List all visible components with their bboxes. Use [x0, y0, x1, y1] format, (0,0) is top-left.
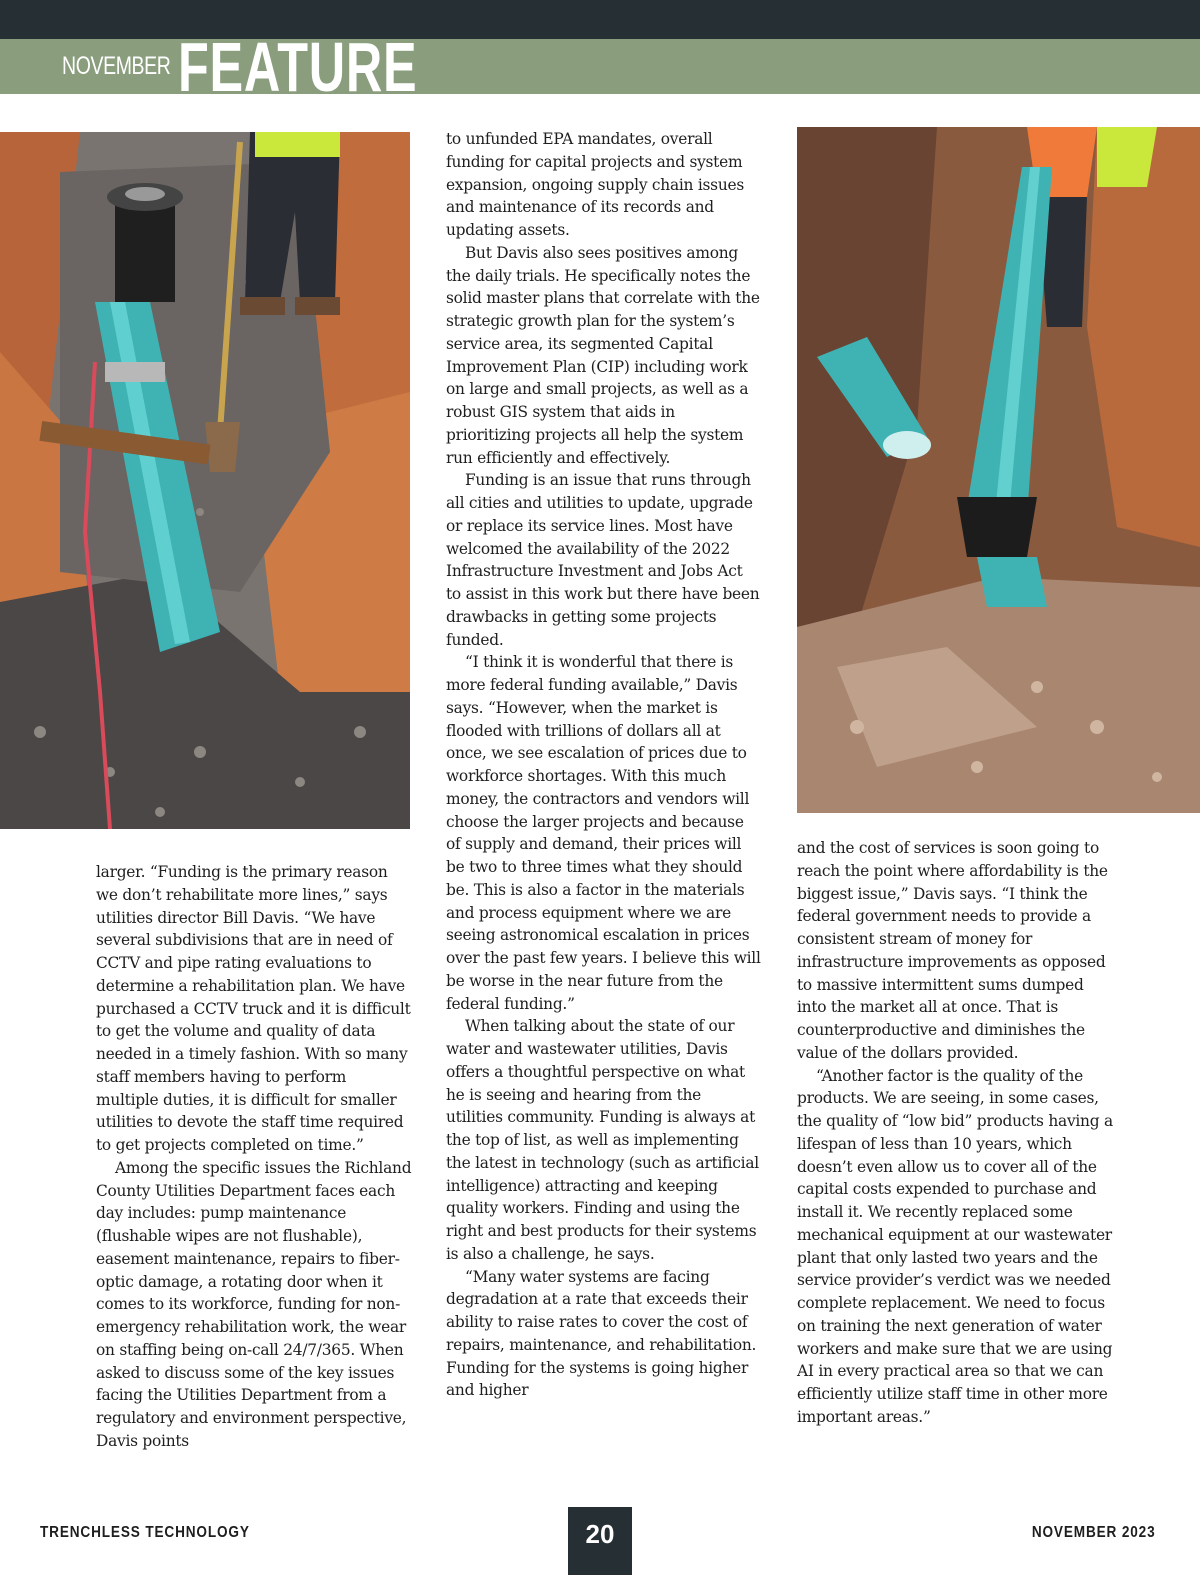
section-title: FEATURE	[178, 28, 418, 106]
article-paragraph: When talking about the state of our water and wastewater utilities, Davis offers a thoughtful perspective on what he is seeing and hearing from the utilities community. Funding is always at the top of list, as well as implementing the latest in technology (such as artificial intelligence) attracting and keeping quality workers. Finding and using the right and best products for their systems is also a challenge, he says.	[446, 1017, 759, 1263]
article-column-2	[446, 128, 762, 1402]
article-column-1	[96, 861, 412, 1453]
article-column-3	[797, 837, 1113, 1429]
article-paragraph: But Davis also sees positives among the daily trials. He specifically notes the solid master plans that correlate with the strategic growth plan for the system’s service area, its segmented Capital Improvement Plan (CIP) including work on large and small projects, as well as a robust GIS system that aids in prioritizing projects all help the system run efficiently and effectively.	[446, 243, 760, 467]
page-number-box	[568, 1507, 632, 1575]
page-number: 20	[585, 1519, 615, 1549]
article-paragraph: “Many water systems are facing degradation at a rate that exceeds their ability to raise rates to cover the cost of repairs, maintenance, and rehabilitation. Funding for the systems is going higher and higher	[446, 1267, 757, 1400]
article-paragraph: and the cost of services is soon going to reach the point where affordability is the biggest issue,” Davis says. “I think the federal government needs to provide a consistent stream of money for infrastructure improvements as opposed to massive intermittent sums dumped into the market all at once. That is counterproductive and diminishes the value of the dollars provided.	[797, 839, 1108, 1062]
section-month: NOVEMBER	[62, 52, 171, 80]
article-paragraph: larger. “Funding is the primary reason we don’t rehabilitate more lines,” says utilities director Bill Davis. “We have several subdivisions that are in need of CCTV and pipe rating evaluations to determine a rehabilitation plan. We have purchased a CCTV truck and it is difficult to get the volume and quality of data needed in a timely fashion. With so many staff members having to perform multiple duties, it is difficult for smaller utilities to devote the staff time required to get projects completed on time.”	[96, 863, 411, 1154]
footer-publication: TRENCHLESS TECHNOLOGY	[40, 1524, 250, 1541]
article-paragraph: “I think it is wonderful that there is more federal funding available,” Davis says. “However, when the market is flooded with trillions of dollars all at once, we see escalation of prices due to workforce shortages. With this much money, the contractors and vendors will choose the larger projects and because of supply and demand, their prices will be two to three times what they should be. This is also a factor in the materials and process equipment where we are seeing astronomical escalation in prices over the past few years. I believe this will be worse in the near future from the federal funding.”	[446, 653, 761, 1013]
article-paragraph: “Another factor is the quality of the products. We are seeing, in some cases, the quality of “low bid” products having a lifespan of less than 10 years, which doesn’t even allow us to cover all of the capital costs expended to purchase and install it. We recently replaced some mechanical equipment at our wastewater plant that only lasted two years and the service provider’s verdict was we needed complete replacement. We need to focus on training the next generation of water workers and make sure that we are using AI in every practical area so that we can efficiently utilize staff time in other more important areas.”	[797, 1066, 1113, 1426]
photo-left-trench-pipe	[0, 132, 410, 829]
footer-issue: NOVEMBER 2023	[1031, 1524, 1155, 1541]
photo-right-trench-connection	[797, 127, 1200, 813]
article-paragraph: Among the specific issues the Richland County Utilities Department faces each day includes: pump maintenance (flushable wipes are not flushable), easement maintenance, repairs to fiber-optic damage, a rotating door when it comes to its workforce, funding for non-emergency rehabilitation work, the wear on staffing being on-call 24/7/365. When asked to discuss some of the key issues facing the Utilities Department from a regulatory and environment perspective, Davis points	[96, 1158, 412, 1450]
article-paragraph: Funding is an issue that runs through all cities and utilities to update, upgrade or replace its service lines. Most have welcomed the availability of the 2022 Infrastructure Investment and Jobs Act to assist in this work but there have been drawbacks in getting some projects funded.	[446, 471, 760, 649]
article-paragraph: to unfunded EPA mandates, overall funding for capital projects and system expansion, ongoing supply chain issues and maintenance of its records and updating assets.	[446, 130, 744, 239]
